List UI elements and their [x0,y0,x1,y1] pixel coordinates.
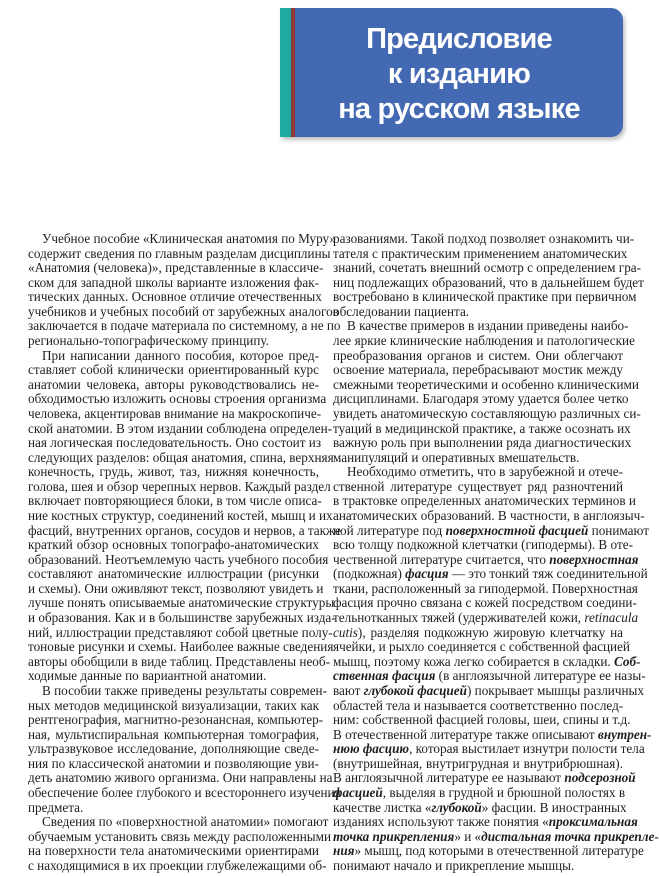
text-line: преобразования органов и систем. Они облегчают [333,347,623,363]
text-line: (внутришейная, внутригрудная и внутрибрюшная). [333,755,623,771]
text-line: ском для западной школы варианте изложения фак- [28,274,319,290]
chapter-title-box [280,8,623,137]
text-line: авторы обобщили в виде таблиц. Представлены необ- [28,653,330,669]
text-line: и схемы). Они оживляют текст, позволяют увидеть и [28,580,324,596]
paragraph [333,318,641,465]
text-line: обеспечение более глубокого и всестороннего изучения [28,784,341,800]
text-line: обучаемым установить связь между расположенными [28,828,332,844]
text-line: понимают начало и прикрепление мышцы. [333,857,575,873]
text-line: чественной литературе считается, что поверхностная [333,551,639,567]
text-line: анатомии человека, авторы руководствовались не- [28,376,319,392]
text-line: Учебное пособие «Клиническая анатомия по Муру» [42,231,337,246]
text-line: предмета. [28,799,84,815]
text-line: рентгенография, магнитно-резонансная, компьютер- [28,712,324,728]
paragraph [28,231,341,349]
text-line: фасцией, выделяя в грудной и брюшной полостях в [333,784,626,800]
text-line: ячейки, и рыхло соединяется с собственной фасцией [333,639,630,655]
paragraph [333,231,644,319]
text-line: (подкожная) фасция — это тонкий тяж соединительной [333,566,648,582]
text-line: востребовано в клинической практике при первичном [333,289,637,305]
text-line: мышц, поэтому кожа легко собирается в складки. Соб- [333,653,641,669]
text-line: ной литературе под поверхностной фасцией понимают [333,522,649,538]
text-line: смежными теоретическими и особенно клиническими [333,376,639,392]
text-line: ходимые данные по вариантной анатомии. [28,668,267,684]
chapter-title-line: на русском языке [338,93,580,125]
emphasized-term: поверхностной фасцией [445,522,589,538]
text-line: качестве листка «глубокой» фасции. В иностранных [333,799,627,815]
text-line: ния по классической анатомии и позволяющие уви- [28,755,319,771]
text-line: ставляет собой клинически ориентированный курс [28,362,319,378]
text-line: ственной литературе существует ряд разночтений [333,478,623,494]
text-line: образований. Неотъемлемую часть учебного пособия [28,551,329,567]
text-line: освоение материала, перебрасывают мостик между [333,362,623,378]
text-line: учебников и учебных пособий от зарубежных аналогов [28,303,339,319]
chapter-title-line: к изданию [387,58,531,90]
text-line: обходимостью изложить основы строения организма [28,391,327,407]
text-line: тоновые рисунки и схемы. Наиболее важные сведения [28,639,334,655]
text-line: В англоязычной литературе ее называют подсерозной [333,770,636,786]
emphasized-term: внутрен- [597,726,652,742]
paragraph [28,347,341,684]
text-line: фасция прочно связана с кожей посредством соедини- [333,595,637,611]
text-line: ниц подлежащих образований, что в дальнейшем будет [333,274,644,290]
text-line: следующих разделов: общая анатомия, спина, верхняя [28,449,334,465]
text-line: вают глубокой фасцией) покрывает мышцы различных [333,682,644,698]
text-line: регионально-топографическому принципу. [28,333,269,349]
text-line: фасций, внутренних органов, сосудов и нервов, а также [28,522,341,538]
text-line: нюю фасцию, которая выстилает изнутри полости тела [333,741,645,757]
text-line: тателя с практическим применением анатомических [333,245,628,261]
text-line: лучше понять описываемые анатомические структуры [28,595,335,611]
text-line: знаний, сочетать внешний осмотр с определением гра- [333,260,642,276]
text-line: деть анатомию живого организма. Они направлены на [28,770,333,786]
paragraph [28,814,332,873]
emphasized-term: фасцией [333,784,383,800]
text-line: и образования. Как и в большинстве зарубежных изда- [28,610,336,626]
text-line: ственная фасция (в англоязычной литературе ее назы- [333,668,646,684]
text-line: дисциплинами. Благодаря этому удается более четко [333,391,629,407]
text-line: человека, акцентировав внимание на макроскопиче- [28,405,322,421]
text-line: ние костных структур, соединений костей, мышц и их [28,507,333,523]
text-line: ная логическая последовательность. Оно состоит из [28,435,322,451]
paragraph [333,464,659,873]
emphasized-term: подсерозной [564,770,636,786]
emphasized-term: нюю фасцию [333,741,410,757]
latin-term: retinacula [584,610,639,626]
text-line: голова, шея и обзор черепных нервов. Каждый раздел [28,478,331,494]
emphasized-term: глубокой фасцией [363,682,467,698]
text-line: точка прикрепления» и «дистальная точка прикрепле- [333,828,659,844]
text-line: важную роль при выполнении ряда диагностических [333,435,632,451]
text-line: туаций в медицинской практике, а также осознать их [333,420,631,436]
text-line: ний, иллюстрации представляют собой цветные полу- [28,624,333,640]
text-line: содержит сведения по главным разделам дисциплины [28,245,331,261]
text-line: включает повторяющиеся блоки, в том числе описа- [28,493,322,509]
text-line: ультразвуковое исследование, дополняющие сведе- [28,741,319,757]
text-line: ная, мультиспиральная компьютерная томография, [28,726,319,742]
text-line: «Анатомия (человека)», представленные в классиче- [28,260,324,276]
text-line: составляют анатомические иллюстрации (рисунки [28,566,319,582]
text-line: тельнотканных тяжей (удерживателей кожи, retinacula [333,610,639,626]
text-line: В качестве примеров в издании приведены наибо- [347,318,629,334]
emphasized-term: поверхностная [549,551,639,567]
text-line: заключается в подаче материала по системному, а не по [28,318,341,334]
text-line: лее яркие клинические наблюдения и патологические [333,333,635,349]
text-line: При написании данного пособия, которое пред- [42,347,319,363]
chapter-title-line: Предисловие [366,23,552,55]
emphasized-term: точка прикрепления [333,828,455,844]
emphasized-term: глубокой [431,799,482,815]
emphasized-term: фасция [405,566,449,582]
text-line: на поверхности тела анатомическими ориентирами [28,843,319,859]
text-line: ской анатомии. В этом издании соблюдена определен- [28,420,333,436]
chapter-title [295,22,623,127]
text-line: В отечественной литературе также описывают внутрен- [333,726,652,742]
text-line: краткий обзор основных топографо-анатомических [28,537,319,553]
paragraph [28,682,341,815]
text-line: ния» мышц, под которыми в отечественной литературе [333,843,644,859]
emphasized-term: ственная фасция [333,668,436,684]
text-column-right [333,231,659,873]
text-line: изданиях используют также понятия «проксимальная [333,814,638,830]
text-line: в трактовке определенных анатомических терминов и [333,493,636,509]
text-line: обследовании пациента. [333,303,470,319]
text-line: ткани, расположенный за гиподермой. Поверхностная [333,580,638,596]
text-line: разованиями. Такой подход позволяет ознакомить чи- [333,231,635,246]
accent-stripe-teal [280,8,291,137]
emphasized-term: проксимальная [548,814,638,830]
emphasized-term: дистальная точка прикрепле- [481,828,659,844]
text-column-left [28,231,341,873]
text-line: тических данных. Основное отличие отечественных [28,289,322,305]
text-line: ним: собственной фасцией головы, шеи, спины и т.д. [333,712,631,728]
emphasized-term: ния [333,843,355,859]
text-line: конечность, грудь, живот, таз, нижняя конечность, [28,464,319,480]
text-line: Сведения по «поверхностной анатомии» помогают [42,814,329,830]
text-line: В пособии также приведены результаты современ- [42,682,327,698]
text-line: увидеть анатомическую составляющую различных си- [333,405,641,421]
text-line: областей тела и называется соответственно послед- [333,697,624,713]
latin-term: cutis [333,624,358,640]
text-line: с находящимися в их проекции глубжележащими об- [28,857,327,873]
text-line: Необходимо отметить, что в зарубежной и отече- [347,464,624,480]
text-line: ных методов медицинской визуализации, таких как [28,697,319,713]
text-line: cutis), разделяя подкожную жировую клетчатку на [333,624,623,640]
text-line: всю толщу подкожной клетчатки (гиподермы). В оте- [333,537,633,553]
emphasized-term: Соб- [614,653,641,669]
text-line: анатомических образований. В частности, в англоязыч- [333,507,645,523]
text-line: манипуляций и оперативных вмешательств. [333,449,580,465]
